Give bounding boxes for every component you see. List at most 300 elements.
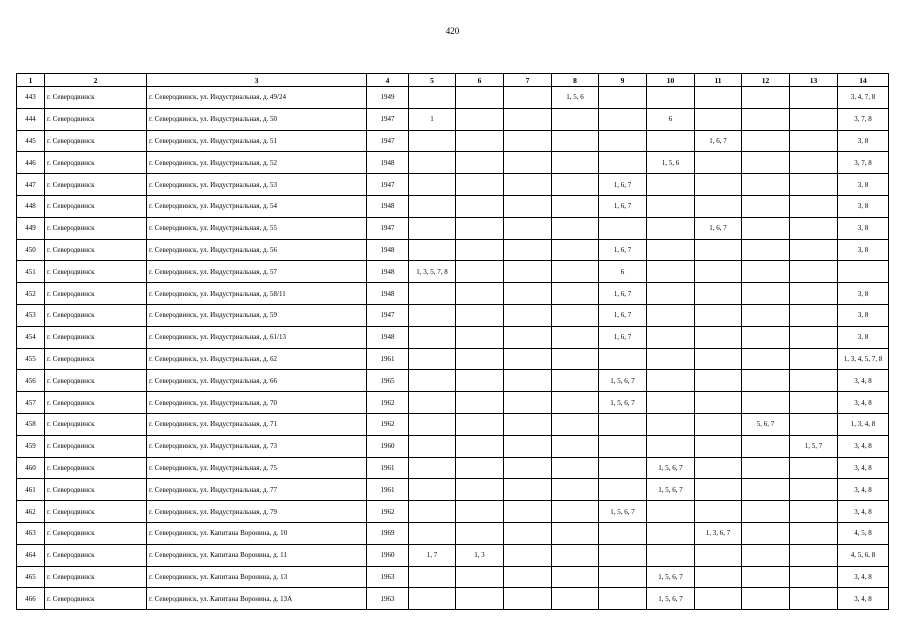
- table-cell: [695, 152, 742, 174]
- table-cell: г. Северодвинск: [45, 457, 147, 479]
- table-cell: 6: [599, 261, 647, 283]
- table-cell: [599, 108, 647, 130]
- table-cell: г. Северодвинск, ул. Индустриальная, д. 49/24: [147, 87, 367, 109]
- page-number: 420: [445, 26, 460, 36]
- table-cell: [504, 588, 552, 610]
- table-cell: [599, 217, 647, 239]
- table-cell: [695, 479, 742, 501]
- table-cell: г. Северодвинск, ул. Индустриальная, д. 62: [147, 348, 367, 370]
- table-cell: [456, 108, 504, 130]
- table-cell: [504, 239, 552, 261]
- table-cell: 450: [17, 239, 45, 261]
- table-cell: [552, 130, 599, 152]
- table-cell: 1969: [367, 522, 409, 544]
- column-header: 14: [838, 74, 889, 87]
- table-cell: [456, 239, 504, 261]
- table-cell: [695, 174, 742, 196]
- table-cell: [647, 261, 695, 283]
- table-cell: 1, 3: [456, 544, 504, 566]
- table-cell: [599, 413, 647, 435]
- table-cell: 1, 5, 6, 7: [647, 566, 695, 588]
- table-cell: [790, 544, 838, 566]
- table-cell: [456, 435, 504, 457]
- table-cell: [790, 239, 838, 261]
- table-cell: [456, 195, 504, 217]
- table-cell: [456, 348, 504, 370]
- table-cell: [552, 283, 599, 305]
- table-cell: 461: [17, 479, 45, 501]
- table-cell: 1, 6, 7: [599, 304, 647, 326]
- table-cell: 1, 5, 6, 7: [599, 370, 647, 392]
- table-cell: 1948: [367, 283, 409, 305]
- table-cell: [695, 588, 742, 610]
- column-header: 12: [742, 74, 790, 87]
- table-cell: [552, 544, 599, 566]
- column-header: 6: [456, 74, 504, 87]
- table-row: [17, 130, 889, 152]
- table-cell: [790, 392, 838, 414]
- table-cell: [647, 239, 695, 261]
- table-cell: 3, 8: [838, 217, 889, 239]
- table-cell: г. Северодвинск: [45, 326, 147, 348]
- table-cell: 466: [17, 588, 45, 610]
- table-cell: 1, 5, 6: [552, 87, 599, 109]
- table-row: [17, 217, 889, 239]
- table-cell: [742, 152, 790, 174]
- table-cell: [742, 195, 790, 217]
- table-cell: 3, 8: [838, 304, 889, 326]
- table-cell: [599, 87, 647, 109]
- table-cell: [599, 152, 647, 174]
- table-cell: [552, 392, 599, 414]
- column-header: 11: [695, 74, 742, 87]
- table-cell: [409, 195, 456, 217]
- table-cell: г. Северодвинск: [45, 522, 147, 544]
- table-row: [17, 392, 889, 414]
- table-cell: [742, 479, 790, 501]
- table-cell: [552, 326, 599, 348]
- table-cell: [456, 501, 504, 523]
- table-cell: 462: [17, 501, 45, 523]
- table-cell: [838, 261, 889, 283]
- table-cell: 4, 5, 6, 8: [838, 544, 889, 566]
- table-cell: 1, 6, 7: [599, 239, 647, 261]
- table-cell: 3, 4, 8: [838, 479, 889, 501]
- table-cell: [695, 457, 742, 479]
- table-cell: 465: [17, 566, 45, 588]
- table-row: [17, 435, 889, 457]
- table-row: [17, 326, 889, 348]
- table-cell: [790, 174, 838, 196]
- table-cell: г. Северодвинск, ул. Индустриальная, д. 53: [147, 174, 367, 196]
- table-row: [17, 413, 889, 435]
- table-cell: [790, 522, 838, 544]
- table-cell: [409, 392, 456, 414]
- table-cell: [504, 566, 552, 588]
- table-cell: г. Северодвинск, ул. Капитана Воронина, д. 13А: [147, 588, 367, 610]
- table-cell: 1962: [367, 392, 409, 414]
- table-cell: [742, 130, 790, 152]
- table-cell: [409, 588, 456, 610]
- table-cell: 451: [17, 261, 45, 283]
- table-cell: г. Северодвинск: [45, 217, 147, 239]
- table-cell: [504, 217, 552, 239]
- table-cell: г. Северодвинск, ул. Индустриальная, д. 77: [147, 479, 367, 501]
- table-row: [17, 108, 889, 130]
- table-row: [17, 370, 889, 392]
- table-cell: [552, 195, 599, 217]
- table-cell: 1960: [367, 435, 409, 457]
- table-row: [17, 195, 889, 217]
- column-header: 5: [409, 74, 456, 87]
- table-cell: [456, 304, 504, 326]
- table-cell: [695, 348, 742, 370]
- table-cell: [409, 413, 456, 435]
- table-cell: [790, 217, 838, 239]
- table-cell: 458: [17, 413, 45, 435]
- table-cell: [647, 370, 695, 392]
- table-cell: [695, 261, 742, 283]
- table-cell: 452: [17, 283, 45, 305]
- table-cell: [504, 501, 552, 523]
- table-cell: 448: [17, 195, 45, 217]
- table-cell: [599, 348, 647, 370]
- table-cell: 1, 5, 6, 7: [647, 588, 695, 610]
- table-cell: 1947: [367, 130, 409, 152]
- table-cell: 1948: [367, 152, 409, 174]
- table-cell: г. Северодвинск, ул. Капитана Воронина, д. 13: [147, 566, 367, 588]
- table-body: [17, 87, 889, 610]
- table-cell: [790, 152, 838, 174]
- table-cell: г. Северодвинск, ул. Капитана Воронина, д. 11: [147, 544, 367, 566]
- table-cell: 1, 5, 6, 7: [647, 457, 695, 479]
- table-cell: 1, 3, 5, 7, 8: [409, 261, 456, 283]
- table-cell: [504, 108, 552, 130]
- table-cell: г. Северодвинск, ул. Капитана Воронина, д. 10: [147, 522, 367, 544]
- table-row: [17, 522, 889, 544]
- table-cell: 1947: [367, 108, 409, 130]
- table-cell: [552, 152, 599, 174]
- table-cell: [456, 566, 504, 588]
- table-cell: 3, 8: [838, 195, 889, 217]
- table-cell: [409, 348, 456, 370]
- table-row: [17, 544, 889, 566]
- table-cell: 460: [17, 457, 45, 479]
- table-cell: 1949: [367, 87, 409, 109]
- table-cell: г. Северодвинск: [45, 588, 147, 610]
- table-cell: 464: [17, 544, 45, 566]
- table-cell: [695, 195, 742, 217]
- table-cell: 1, 5, 6, 7: [647, 479, 695, 501]
- table-cell: [695, 413, 742, 435]
- table-cell: 6: [647, 108, 695, 130]
- table-cell: 463: [17, 522, 45, 544]
- table-cell: 1, 3, 6, 7: [695, 522, 742, 544]
- table-cell: 3, 4, 8: [838, 501, 889, 523]
- table-cell: 1, 7: [409, 544, 456, 566]
- table-cell: [552, 370, 599, 392]
- table-cell: [552, 239, 599, 261]
- table-cell: [695, 370, 742, 392]
- table-cell: [409, 522, 456, 544]
- table-cell: [742, 217, 790, 239]
- table-cell: [647, 392, 695, 414]
- table-cell: [742, 326, 790, 348]
- table-cell: 1965: [367, 370, 409, 392]
- table-cell: [504, 457, 552, 479]
- table-cell: [647, 522, 695, 544]
- table-cell: [409, 152, 456, 174]
- table-cell: [742, 544, 790, 566]
- table-cell: [599, 566, 647, 588]
- table-cell: 3, 4, 8: [838, 566, 889, 588]
- table-cell: 3, 4, 8: [838, 588, 889, 610]
- table-cell: г. Северодвинск, ул. Индустриальная, д. 56: [147, 239, 367, 261]
- table-row: [17, 239, 889, 261]
- table-cell: 1947: [367, 304, 409, 326]
- table-cell: 446: [17, 152, 45, 174]
- table-cell: 3, 8: [838, 326, 889, 348]
- table-cell: [552, 479, 599, 501]
- table-cell: [790, 87, 838, 109]
- table-cell: 1948: [367, 261, 409, 283]
- table-cell: [695, 304, 742, 326]
- table-cell: [456, 152, 504, 174]
- table-cell: [504, 413, 552, 435]
- table-cell: г. Северодвинск: [45, 261, 147, 283]
- table-cell: [790, 326, 838, 348]
- table-cell: [409, 479, 456, 501]
- table-cell: [742, 261, 790, 283]
- table-cell: 443: [17, 87, 45, 109]
- table-cell: [456, 261, 504, 283]
- table-cell: [742, 304, 790, 326]
- table-cell: г. Северодвинск, ул. Индустриальная, д. 58/11: [147, 283, 367, 305]
- table-cell: [647, 326, 695, 348]
- table-cell: 1961: [367, 457, 409, 479]
- table-cell: г. Северодвинск: [45, 108, 147, 130]
- table-cell: [790, 108, 838, 130]
- table-cell: [409, 304, 456, 326]
- table-cell: 459: [17, 435, 45, 457]
- table-cell: г. Северодвинск, ул. Индустриальная, д. 57: [147, 261, 367, 283]
- table-cell: [504, 152, 552, 174]
- table-cell: г. Северодвинск: [45, 152, 147, 174]
- table-cell: 1, 6, 7: [599, 326, 647, 348]
- table-cell: [456, 479, 504, 501]
- table-cell: [456, 413, 504, 435]
- table-cell: [409, 239, 456, 261]
- table-cell: [456, 326, 504, 348]
- table-row: [17, 501, 889, 523]
- table-cell: [647, 87, 695, 109]
- table-cell: [695, 283, 742, 305]
- table-cell: 1947: [367, 174, 409, 196]
- table-cell: [409, 87, 456, 109]
- table-cell: [599, 479, 647, 501]
- table-cell: [552, 261, 599, 283]
- table-cell: г. Северодвинск: [45, 174, 147, 196]
- table-cell: 1963: [367, 588, 409, 610]
- table-cell: [552, 522, 599, 544]
- table-cell: [599, 588, 647, 610]
- table-cell: [647, 217, 695, 239]
- table-cell: г. Северодвинск: [45, 413, 147, 435]
- table-cell: [695, 326, 742, 348]
- table-row: [17, 457, 889, 479]
- table-cell: [790, 413, 838, 435]
- table-cell: [742, 87, 790, 109]
- table-cell: [456, 457, 504, 479]
- table-cell: [695, 566, 742, 588]
- table-cell: г. Северодвинск: [45, 348, 147, 370]
- table-cell: 1, 3, 4, 8: [838, 413, 889, 435]
- table-cell: [742, 174, 790, 196]
- table-cell: 1, 3, 4, 5, 7, 8: [838, 348, 889, 370]
- table-cell: [456, 174, 504, 196]
- table-cell: [742, 522, 790, 544]
- table-cell: [409, 174, 456, 196]
- table-cell: [742, 392, 790, 414]
- table-cell: [647, 195, 695, 217]
- table-cell: [504, 195, 552, 217]
- column-header: 7: [504, 74, 552, 87]
- table-cell: [552, 501, 599, 523]
- table-cell: г. Северодвинск, ул. Индустриальная, д. 70: [147, 392, 367, 414]
- table-cell: 454: [17, 326, 45, 348]
- table-cell: [599, 544, 647, 566]
- table-cell: г. Северодвинск, ул. Индустриальная, д. 73: [147, 435, 367, 457]
- table-cell: [790, 588, 838, 610]
- table-cell: 453: [17, 304, 45, 326]
- table-cell: [552, 174, 599, 196]
- table-cell: [552, 217, 599, 239]
- table-cell: [552, 108, 599, 130]
- table-cell: [790, 479, 838, 501]
- table-cell: [790, 283, 838, 305]
- table-row: [17, 566, 889, 588]
- table-cell: г. Северодвинск: [45, 435, 147, 457]
- table-cell: [552, 304, 599, 326]
- table-cell: 3, 8: [838, 283, 889, 305]
- table-cell: 455: [17, 348, 45, 370]
- table-cell: 1, 5, 6, 7: [599, 392, 647, 414]
- table-cell: г. Северодвинск, ул. Индустриальная, д. 51: [147, 130, 367, 152]
- table-cell: [552, 566, 599, 588]
- table-cell: 1, 6, 7: [695, 217, 742, 239]
- table-cell: [552, 588, 599, 610]
- table-cell: г. Северодвинск, ул. Индустриальная, д. 75: [147, 457, 367, 479]
- table-cell: 457: [17, 392, 45, 414]
- table-cell: [456, 217, 504, 239]
- column-header: 3: [147, 74, 367, 87]
- table-cell: [552, 413, 599, 435]
- table-cell: г. Северодвинск: [45, 283, 147, 305]
- table-cell: 3, 7, 8: [838, 108, 889, 130]
- table-row: [17, 174, 889, 196]
- table-cell: [504, 479, 552, 501]
- table-cell: 449: [17, 217, 45, 239]
- table-cell: 1948: [367, 326, 409, 348]
- table-cell: [742, 435, 790, 457]
- table-cell: [647, 413, 695, 435]
- table-cell: г. Северодвинск, ул. Индустриальная, д. 54: [147, 195, 367, 217]
- table-cell: [695, 435, 742, 457]
- table-cell: 1, 6, 7: [599, 283, 647, 305]
- table-cell: г. Северодвинск: [45, 87, 147, 109]
- table-cell: [790, 566, 838, 588]
- table-cell: [695, 87, 742, 109]
- table-cell: г. Северодвинск, ул. Индустриальная, д. 59: [147, 304, 367, 326]
- table-cell: 1, 5, 7: [790, 435, 838, 457]
- table-cell: 3, 8: [838, 174, 889, 196]
- table-cell: [504, 304, 552, 326]
- column-header: 13: [790, 74, 838, 87]
- table-cell: 3, 7, 8: [838, 152, 889, 174]
- table-cell: [790, 370, 838, 392]
- table-cell: [456, 87, 504, 109]
- table-cell: 1961: [367, 479, 409, 501]
- table-cell: [552, 435, 599, 457]
- table-cell: г. Северодвинск: [45, 239, 147, 261]
- table-cell: [742, 108, 790, 130]
- table-cell: [504, 392, 552, 414]
- table-cell: [504, 261, 552, 283]
- table-cell: [409, 501, 456, 523]
- table-cell: 1, 6, 7: [695, 130, 742, 152]
- table-cell: 444: [17, 108, 45, 130]
- table-cell: [409, 370, 456, 392]
- table-cell: 1961: [367, 348, 409, 370]
- table-cell: 1947: [367, 217, 409, 239]
- table-cell: [409, 326, 456, 348]
- table-cell: 1962: [367, 501, 409, 523]
- table-cell: г. Северодвинск, ул. Индустриальная, д. 52: [147, 152, 367, 174]
- column-header: 10: [647, 74, 695, 87]
- table-cell: [409, 283, 456, 305]
- register-table: [16, 73, 889, 610]
- table-cell: г. Северодвинск: [45, 370, 147, 392]
- table-cell: [742, 283, 790, 305]
- table-cell: [456, 283, 504, 305]
- table-cell: [409, 435, 456, 457]
- table-cell: [790, 501, 838, 523]
- table-cell: 1, 5, 6: [647, 152, 695, 174]
- table-cell: 1: [409, 108, 456, 130]
- table-cell: [695, 392, 742, 414]
- table-cell: [742, 239, 790, 261]
- table-cell: [456, 130, 504, 152]
- table-cell: [647, 283, 695, 305]
- table-cell: 456: [17, 370, 45, 392]
- table-cell: 1948: [367, 195, 409, 217]
- table-cell: [552, 457, 599, 479]
- table-cell: [695, 501, 742, 523]
- table-cell: [647, 130, 695, 152]
- table-cell: [504, 87, 552, 109]
- table-row: [17, 348, 889, 370]
- column-header: 8: [552, 74, 599, 87]
- table-cell: [409, 217, 456, 239]
- table-cell: 4, 5, 8: [838, 522, 889, 544]
- table-cell: 3, 8: [838, 239, 889, 261]
- table-cell: [599, 130, 647, 152]
- table-cell: 5, 6, 7: [742, 413, 790, 435]
- table-cell: 3, 4, 8: [838, 435, 889, 457]
- table-cell: г. Северодвинск, ул. Индустриальная, д. 66: [147, 370, 367, 392]
- table-cell: [504, 544, 552, 566]
- table-row: [17, 87, 889, 109]
